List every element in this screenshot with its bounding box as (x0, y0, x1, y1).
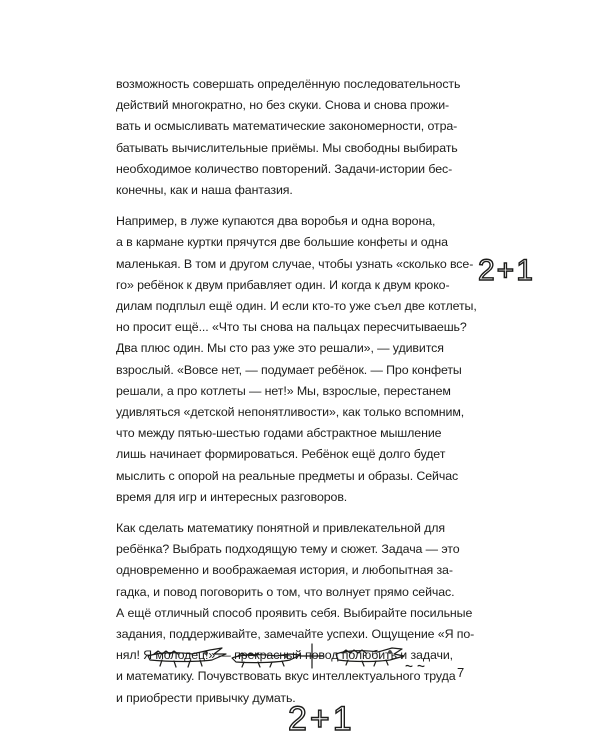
text-line: но просит ещё... «Что ты снова на пальцах пересчитываешь? (116, 320, 467, 335)
text-line: ребёнка? Выбрать подходящую тему и сюжет. Задача — это (116, 542, 460, 557)
text-line: что между пятью-шестью годами абстрактное мышление (116, 426, 442, 441)
text-line: Как сделать математику понятной и привлекательной для (116, 521, 446, 536)
crocodile-3-icon (336, 648, 424, 667)
side-note-text: 2+1 (478, 254, 535, 287)
crocodile-2-icon (232, 653, 300, 667)
text-line: время для игр и интересных разговоров. (116, 489, 348, 504)
paragraph-1 (116, 74, 470, 201)
text-line: го» ребёнок к двум прибавляет один. И когда к двум кроко- (116, 277, 450, 292)
text-line: действий многократно, но без скуки. Снова и снова прожи- (116, 98, 450, 113)
text-line: и математику. Почувствовать вкус интеллектуального труда (116, 669, 456, 684)
paragraph-2 (116, 211, 477, 508)
text-line: мыслить с опорой на реальные предметы и образы. Сейчас (116, 468, 459, 483)
bottom-equation-text: 2+1 (288, 700, 355, 738)
body-text (116, 74, 477, 719)
crocodiles-drawing (140, 640, 460, 740)
text-line: одновременно и воображаемая история, и любопытная за- (116, 563, 453, 578)
text-line: вать и осмысливать математические закономерности, отра- (116, 119, 458, 134)
text-line: нял! Я молодец!» — прекрасный повод полюбить и задачи, (116, 648, 453, 663)
text-line: взрослый. «Вовсе нет, — подумает ребёнок. — Про конфеты (116, 362, 462, 377)
text-line: батывать вычислительные приёмы. Мы свободны выбирать (116, 140, 458, 155)
text-line: и приобрести привычку думать. (116, 690, 296, 705)
text-line: А ещё отличный способ проявить себя. Выбирайте посильные (116, 605, 473, 620)
handwritten-equation-side (478, 240, 558, 304)
plus-icon (300, 644, 324, 668)
text-line: Два плюс один. Мы сто раз уже это решали», — удивится (116, 341, 444, 356)
text-line: гадка, и повод поговорить о том, что волнует прямо сейчас. (116, 584, 455, 599)
text-line: решали, а про котлеты — нет!» Мы, взрослые, перестанем (116, 383, 451, 398)
text-line: Например, в луже купаются два воробья и одна ворона, (116, 214, 436, 229)
text-line: конечны, как и наша фантазия. (116, 183, 293, 198)
text-line: дилам подплыл ещё один. И если кто-то уже съел две котлеты, (116, 299, 477, 314)
page-number: 7 (457, 665, 465, 680)
text-line: маленькая. В том и другом случае, чтобы узнать «сколько все- (116, 256, 474, 271)
text-line: задания, поддерживайте, замечайте успехи. Ощущение «Я по- (116, 627, 475, 642)
text-line: необходимое количество повторений. Задачи-истории бес- (116, 161, 453, 176)
text-line: возможность совершать определённую последовательность (116, 77, 461, 91)
text-line: удивляться «детской непонятливости», как только вспомним, (116, 405, 465, 420)
text-line: а в кармане куртки прячутся две большие конфеты и одна (116, 235, 448, 250)
crocodile-1-icon (148, 648, 226, 667)
text-line: лишь начинает формироваться. Ребёнок ещё долго будет (116, 447, 446, 462)
